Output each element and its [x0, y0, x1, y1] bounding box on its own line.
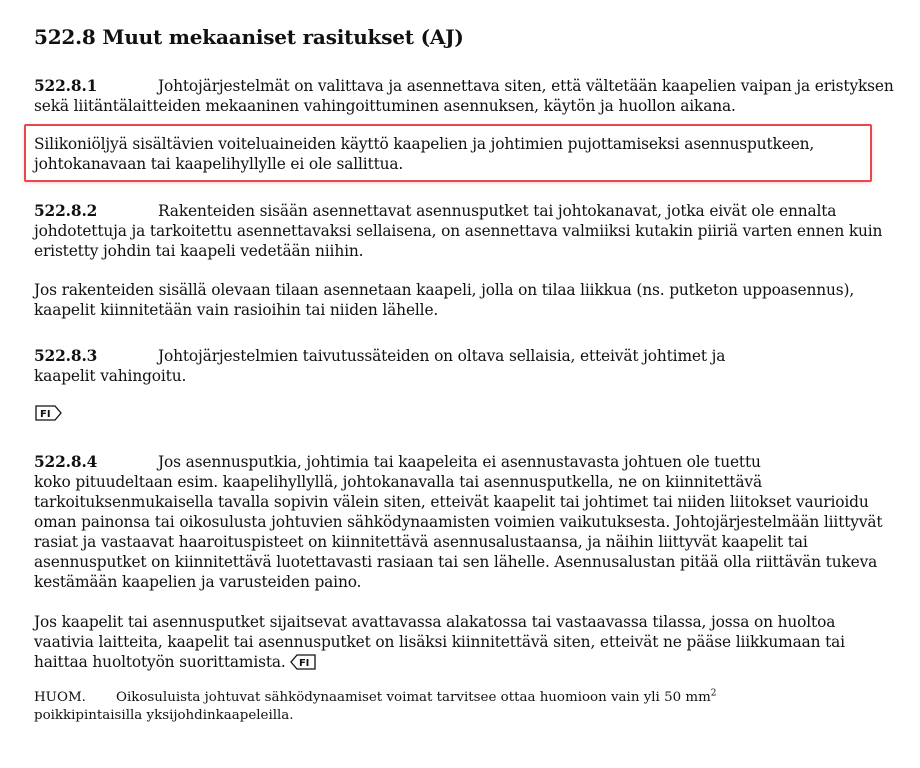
- note-superscript: 2: [710, 688, 717, 699]
- clause-text-line1: Johtojärjestelmien taivutussäteiden on oltava sellaisia, etteivät johtimet ja: [158, 347, 726, 365]
- clause-522-8-1: [34, 76, 894, 116]
- followup-text: Jos kaapelit tai asennusputket sijaitsevat avattavassa alakatossa tai vastaavassa tilassa, jossa on huoltoa vaativia laitteita, kaapelit tai asennusputket on lisäksi kiinnitettävä siten, etteivät ne pääse liikkumaan tai haittaa huoltotyön suorittamista.: [34, 613, 845, 671]
- clause-text-line2: kaapelit vahingoitu.: [34, 367, 187, 385]
- note-text-line2: poikkipintaisilla yksijohdinkaapeleilla.: [34, 708, 294, 723]
- section-heading: 522.8 Muut mekaaniset rasitukset (AJ): [34, 25, 464, 49]
- clause-number: 522.8.2: [34, 202, 98, 220]
- fi-start-icon: [35, 405, 63, 421]
- note-text: Oikosuluista johtuvat sähködynaamiset voimat tarvitsee ottaa huomioon vain yli 50 mm: [116, 690, 711, 705]
- clause-522-8-4-followup: [34, 612, 894, 672]
- clause-text: Johtojärjestelmät on valittava ja asennettava siten, että vältetään kaapelien vaipan ja eristyksen sekä liitäntälaitteiden mekaaninen vahingoittuminen asennuksen, käytön ja huollon aikana.: [34, 77, 894, 115]
- clause-522-8-3: [34, 346, 894, 386]
- clause-522-8-2: [34, 201, 894, 261]
- fi-end-label: FI: [299, 658, 310, 669]
- fi-end-icon: [290, 654, 316, 670]
- highlighted-paragraph: Silikoniöljyä sisältävien voiteluaineiden käyttö kaapelien ja johtimien pujottamiseksi asennusputkeen, johtokanavaan tai kaapelihyllylle ei ole sallittua.: [34, 135, 815, 173]
- clause-text-line1: Jos asennusputkia, johtimia tai kaapeleita ei asennustavasta johtuen ole tuettu: [158, 453, 761, 471]
- clause-text-rest: koko pituudeltaan esim. kaapelihyllyllä, johtokanavalla tai asennusputkella, ne on kiinnitettävä tarkoituksenmukaisella tavalla sopivin välein siten, etteivät kaapelit tai johtimet tai niiden liitokset vaurioidu oman painonsa tai oikosulusta johtuvien sähködynaamisten voimien vaikutuksesta. Johtojärjestelmään liittyvät rasiat ja vastaavat haaroituspisteet on kiinnitettävä asennusalustaansa, ja näihin liittyvät kaapelit tai asennusputket on kiinnitettävä luotettavasti rasiaan tai sen lähelle. Asennusalustan pitää olla riittävän tukeva kestämään kaapelien ja varusteiden paino.: [34, 473, 883, 591]
- clause-text: Rakenteiden sisään asennettavat asennusputket tai johtokanavat, jotka eivät ole ennalta johdotettuja ja tarkoitettu asennettavaksi sellaisena, on asennettava valmiiksi kutakin piiriä varten ennen kuin eristetty johdin tai kaapeli vedetään niihin.: [34, 202, 883, 260]
- note-label: HUOM.: [34, 690, 86, 705]
- clause-number: 522.8.3: [34, 347, 98, 365]
- note: [34, 689, 894, 725]
- clause-number: 522.8.1: [34, 77, 98, 95]
- fi-start-label: FI: [40, 409, 51, 420]
- fi-start-marker: [35, 405, 63, 425]
- clause-522-8-2-followup: Jos rakenteiden sisällä olevaan tilaan asennetaan kaapeli, jolla on tilaa liikkua (ns. putketon uppoasennus), kaapelit kiinnitetään vain rasioihin tai niiden lähelle.: [34, 281, 855, 319]
- clause-522-8-4: [34, 452, 894, 592]
- clause-number: 522.8.4: [34, 453, 98, 471]
